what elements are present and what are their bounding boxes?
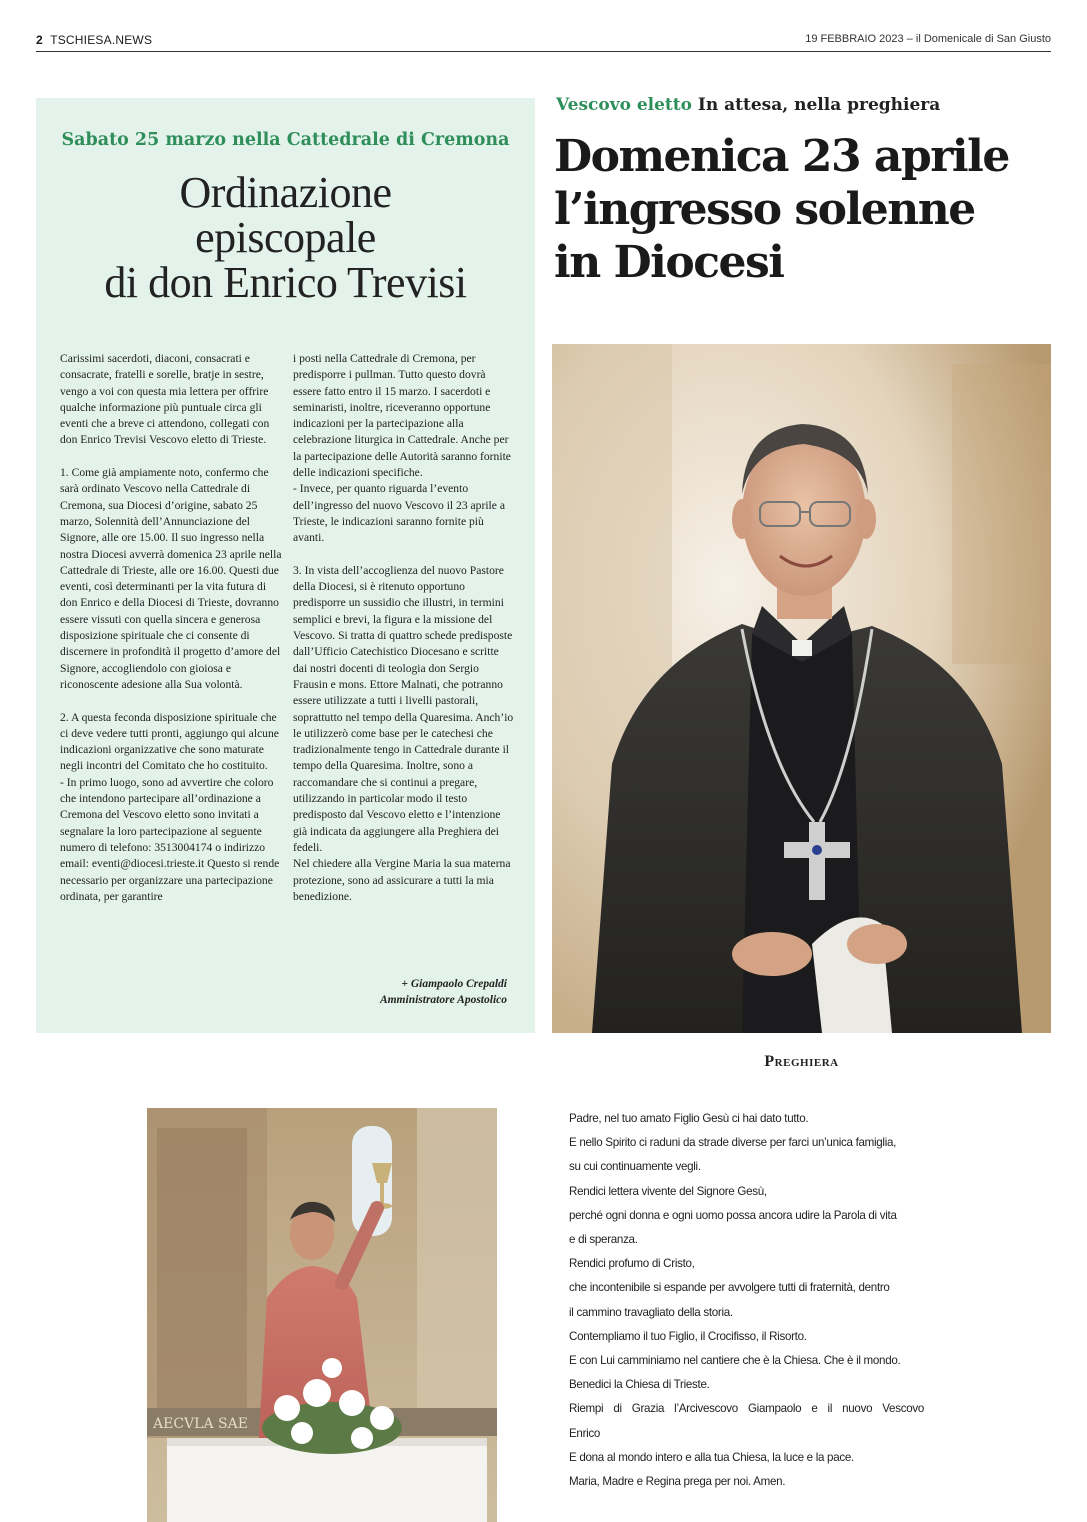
prayer-line: Riempi di Grazia l’Arcivescovo Giampaolo e il nuovo Vescovo bbox=[569, 1402, 924, 1416]
page-number: 2 bbox=[36, 33, 43, 47]
title-line: di don Enrico Trevisi bbox=[104, 258, 467, 307]
paragraph: Carissimi sacerdoti, diaconi, consacrati e consacrate, fratelli e sorelle, bratje in sestre, vengo a voi con questa mia lettera per offrire qualche informazione più puntuale circa gli eventi che a breve ci attendono, collegati con don Enrico Trevisi Vescovo eletto di Trieste. bbox=[60, 352, 270, 447]
ordination-article bbox=[36, 98, 535, 1033]
right-headline bbox=[554, 130, 1054, 289]
prayer-line: Benedici la Chiesa di Trieste. bbox=[569, 1378, 710, 1392]
signature bbox=[380, 976, 507, 1008]
prayer-line: su cui continuamente vegli. bbox=[569, 1160, 701, 1174]
page-header bbox=[36, 30, 1051, 52]
article-column-2 bbox=[293, 351, 515, 905]
bishop-portrait-photo bbox=[552, 344, 1051, 1033]
paragraph: 2. A questa feconda disposizione spirituale che ci deve vedere tutti pronti, aggiungo qui alcune indicazioni organizzative che sono maturate negli incontri del Comitato che ho costituito. - In primo luogo, sono ad avvertire che coloro che intendono partecipare all’ordinazione a Cremona del Vescovo eletto sono invitati a segnalare la loro partecipazione al seguente numero di telefono: 3513004174 o indirizzo email: eventi@diocesi.trieste.it Questo si rende necessario per organizzare una partecipazione ordinata, per garantire bbox=[60, 710, 280, 903]
kicker-black: In attesa, nella preghiera bbox=[697, 95, 941, 115]
prayer-line: Enrico bbox=[569, 1426, 601, 1440]
portrait-illustration bbox=[552, 344, 1051, 1033]
altar-inscription: AECVLA SAE bbox=[153, 1416, 248, 1432]
headline-line: Domenica 23 aprile bbox=[554, 131, 1009, 182]
prayer-line: E nello Spirito ci raduni da strade diverse per farci un’unica famiglia, bbox=[569, 1136, 897, 1150]
right-kicker bbox=[556, 95, 940, 115]
kicker-green: Vescovo eletto bbox=[556, 95, 692, 115]
prayer-line: Contempliamo il tuo Figlio, il Crocifisso, il Risorto. bbox=[569, 1329, 807, 1343]
article-title bbox=[36, 170, 535, 305]
prayer-line: Rendici lettera vivente del Signore Gesù, bbox=[569, 1184, 767, 1198]
signature-name: + Giampaolo Crepaldi bbox=[401, 978, 507, 990]
signature-role: Amministratore Apostolico bbox=[379, 994, 507, 1006]
article-column-1 bbox=[60, 351, 282, 905]
prayer-line: Rendici profumo di Cristo, bbox=[569, 1257, 695, 1271]
article-kicker: Sabato 25 marzo nella Cattedrale di Cremona bbox=[61, 130, 510, 150]
headline-line: in Diocesi bbox=[554, 237, 784, 288]
prayer-line: E con Lui camminiamo nel cantiere che è la Chiesa. Che è il mondo. bbox=[569, 1354, 901, 1368]
paragraph: 3. In vista dell’accoglienza del nuovo Pastore della Diocesi, si è ritenuto opportuno predisporre un sussidio che illustri, in termini semplici e brevi, la figura e la missione del Vescovo. Si tratta di quattro schede predisposte dall’Ufficio Catechistico Diocesano e scritte dai nostri docenti di teologia don Sergio Frausin e mons. Ettore Malnati, che potranno essere utilizzate a tutti i livelli pastorali, soprattutto nel tempo della Quaresima. Anch’io le utilizzerò come base per le catechesi che tradizionalmente tengo in Cattedrale durante il tempo della Quaresima. Inoltre, sono a raccomandare che si continui a pregare, utilizzando in particolar modo il testo predisposto dal Vescovo eletto e l’intenzione già indicata da aggiungere alla Preghiera dei fedeli. Nel chiedere alla Vergine Maria la sua materna protezione, sono ad assicurare a tutti la mia benedizione. bbox=[293, 563, 514, 903]
prayer-line: perché ogni donna e ogni uomo possa ancora udire la Parola di vita bbox=[569, 1208, 897, 1222]
prayer-line: Maria, Madre e Regina prega per noi. Amen. bbox=[569, 1475, 786, 1489]
prayer-line: che incontenibile si espande per avvolgere tutti di fraternità, dentro bbox=[569, 1281, 890, 1295]
headline-line: l’ingresso solenne bbox=[554, 184, 975, 235]
section-name: TSCHIESA.NEWS bbox=[50, 33, 153, 47]
mass-celebration-photo bbox=[147, 1108, 497, 1522]
prayer-line: e di speranza. bbox=[569, 1233, 638, 1247]
header-left bbox=[36, 33, 152, 47]
prayer-title: Preghiera bbox=[764, 1053, 839, 1070]
title-line: episcopale bbox=[195, 213, 376, 262]
prayer-line: E dona al mondo intero e alla tua Chiesa, la luce e la pace. bbox=[569, 1450, 854, 1464]
paragraph: i posti nella Cattedrale di Cremona, per predisporre i pullman. Tutto questo dovrà essere fatto entro il 15 marzo. I sacerdoti e seminaristi, inoltre, riceveranno opportune indicazioni per la partecipazione alla celebrazione liturgica in Cattedrale. Anche per la partecipazione delle Autorità saranno fornite delle indicazioni specifiche. - Invece, per quanto riguarda l’evento dell’ingresso del nuovo Vescovo il 23 aprile a Trieste, le indicazioni saranno fornite più avanti. bbox=[293, 352, 511, 545]
mass-illustration bbox=[147, 1108, 497, 1522]
title-line: Ordinazione bbox=[179, 168, 392, 217]
issue-date: 19 FEBBRAIO 2023 – il Domenicale di San Giusto bbox=[805, 33, 1051, 45]
prayer-text bbox=[569, 1107, 924, 1494]
paragraph: 1. Come già ampiamente noto, confermo che sarà ordinato Vescovo nella Cattedrale di Cremona, sua Diocesi d’origine, sabato 25 marzo, Solennità dell’Annunciazione del Signore, alle ore 15.00. Il suo ingresso nella nostra Diocesi avverrà domenica 23 aprile nella Cattedrale di Trieste, alle ore 16.00. Questi due eventi, così determinanti per la vita futura di don Enrico e della Diocesi di Trieste, dovranno essere vissuti con quella sincera e generosa disposizione spirituale che ci consente di discernere in profondità il progetto d’amore del Signore, accogliendolo con gioiosa e riconoscente adesione alla Sua volontà. bbox=[60, 466, 282, 691]
prayer-line: Padre, nel tuo amato Figlio Gesù ci hai dato tutto. bbox=[569, 1112, 809, 1125]
prayer-line: il cammino travagliato della storia. bbox=[569, 1305, 733, 1319]
